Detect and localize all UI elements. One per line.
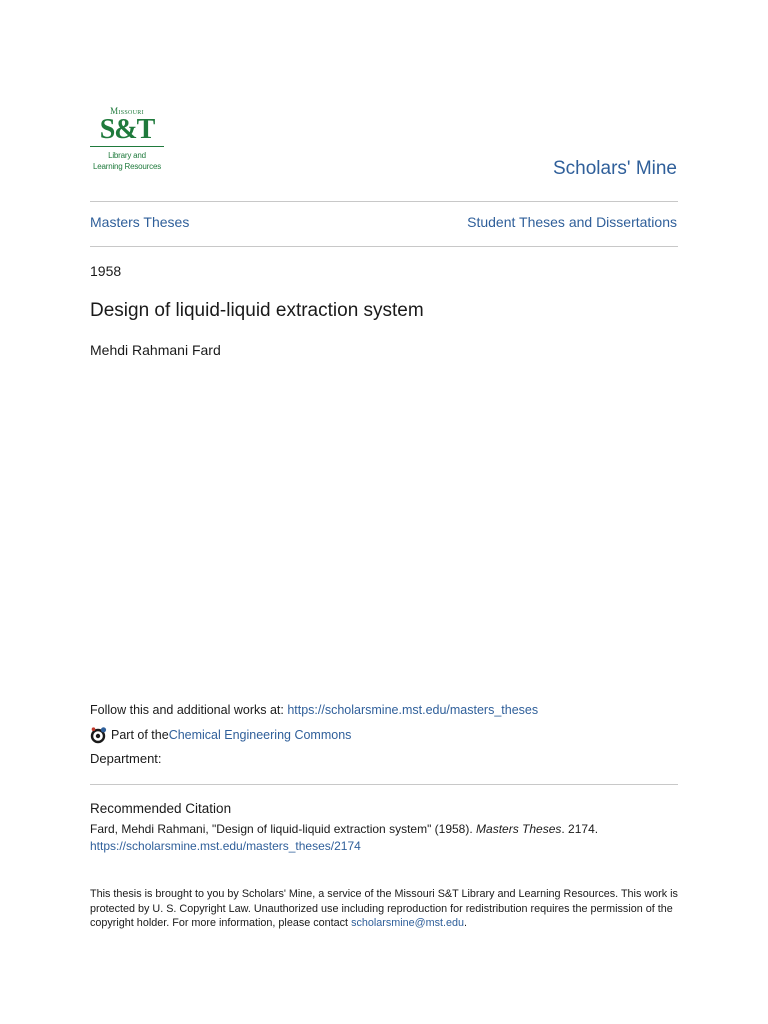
citation-number: . 2174. xyxy=(561,822,599,836)
logo-mark: S&T xyxy=(99,114,155,145)
part-of-prefix: Part of the xyxy=(111,728,169,742)
notice-end: . xyxy=(464,917,468,930)
scholars-mine-link[interactable]: Scholars' Mine xyxy=(552,158,677,179)
notice-text: This thesis is brought to you by Scholars' Mine, a service of the Missouri S&T Library and Learning Resources. This work is protected by U. S. Copyright Law. Unauthorized use including reproduction for redistribution requires the permission of the copyright holder. For more information, please contact xyxy=(90,888,678,930)
nav-divider xyxy=(90,246,678,247)
logo-subtitle-line1: Library and xyxy=(108,151,146,160)
chemical-engineering-commons-link[interactable]: Chemical Engineering Commons xyxy=(168,728,352,742)
citation-divider xyxy=(90,784,678,785)
logo-subtitle-line2: Learning Resources xyxy=(93,162,161,171)
follow-prefix: Follow this and additional works at: xyxy=(90,703,288,717)
citation-heading: Recommended Citation xyxy=(90,801,232,816)
top-divider xyxy=(90,201,678,202)
publication-year: 1958 xyxy=(90,263,122,279)
masters-theses-link[interactable]: Masters Theses xyxy=(90,214,190,230)
citation-text: Fard, Mehdi Rahmani, "Design of liquid-liquid extraction system" (1958). xyxy=(90,822,477,836)
department-label: Department: xyxy=(90,751,162,766)
student-theses-link[interactable]: Student Theses and Dissertations xyxy=(467,214,677,230)
part-of-line xyxy=(90,726,351,744)
contact-email-link[interactable]: scholarsmine@mst.edu xyxy=(351,917,465,930)
follow-line xyxy=(90,703,538,717)
collection-url-link[interactable]: https://scholarsmine.mst.edu/masters_theses xyxy=(287,703,539,717)
author-name: Mehdi Rahmani Fard xyxy=(90,342,221,358)
citation-url-link[interactable]: https://scholarsmine.mst.edu/masters_theses/2174 xyxy=(90,839,361,853)
thesis-title: Design of liquid-liquid extraction system xyxy=(90,300,424,321)
missouri-st-library-logo[interactable] xyxy=(90,106,164,182)
logo-top-word: Missouri xyxy=(110,106,144,116)
citation-body xyxy=(90,821,680,855)
copyright-notice xyxy=(90,887,680,931)
logo-divider xyxy=(90,146,164,147)
citation-series: Masters Theses xyxy=(476,822,562,836)
commons-network-icon xyxy=(90,726,108,744)
